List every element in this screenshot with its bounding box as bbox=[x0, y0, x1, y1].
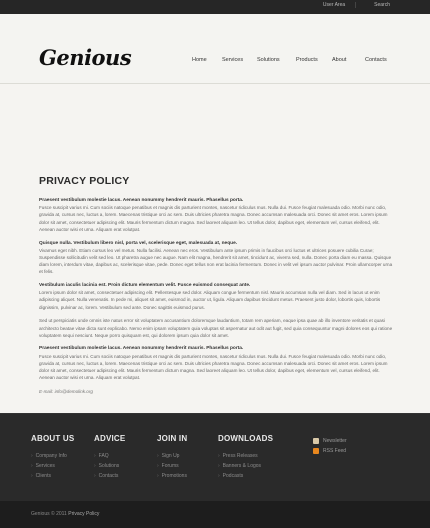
paragraph bbox=[39, 317, 393, 339]
footer-link[interactable]: › Company Info bbox=[31, 451, 74, 461]
footer-link[interactable]: › Forums bbox=[157, 461, 187, 471]
copyright bbox=[31, 511, 99, 517]
nav-item-products[interactable]: Products bbox=[296, 57, 318, 63]
privacy-policy-link[interactable]: Privacy Policy bbox=[68, 511, 100, 517]
footer-heading: DOWNLOADS bbox=[218, 434, 274, 443]
footer-link[interactable]: › Press Releases bbox=[218, 451, 273, 461]
footer-link[interactable]: › Promotions bbox=[157, 471, 187, 481]
nav-item-home[interactable]: Home bbox=[192, 57, 207, 63]
paragraph-heading: Praesent vestibulum molestie lacus. Aenean nonummy hendrerit mauris. Phasellus porta. bbox=[39, 198, 244, 203]
newsletter-link[interactable] bbox=[313, 436, 347, 446]
footer-column-advice bbox=[94, 434, 125, 481]
footer-link[interactable]: › Contacts bbox=[94, 471, 125, 481]
footer-social bbox=[313, 436, 347, 456]
nav-item-contacts[interactable]: Contacts bbox=[365, 57, 387, 63]
footer-link[interactable]: › Services bbox=[31, 461, 74, 471]
policy-text bbox=[39, 197, 393, 402]
email-link[interactable]: info@demolink.org bbox=[54, 388, 93, 394]
rss-icon bbox=[313, 448, 319, 454]
footer-link[interactable]: › Podcasts bbox=[218, 471, 273, 481]
footer-column-about bbox=[31, 434, 74, 481]
paragraph-heading: Vestibulum iaculis lacinia est. Proin dictum elementum velit. Fusce euismod consequat ante. bbox=[39, 283, 251, 289]
bottom-bar bbox=[0, 501, 430, 528]
paragraph-body: Fusce suscipit varius mi. Cum sociis natoque penatibus et magnis dis parturient montes, nascetur ridiculus mus. Nulla dui. Fusce feugiat malesuada odio. Morbi nunc odio, gravida at, cursus nec, luctus a, lorem. Maecenas tristique orci ac sem. Duis ultricies pharetra magna. Donec accumsan malesuada orci. Donec sit amet eros. Lorem ipsum dolor sit amet, consectetuer adipiscing elit. Mauris fermentum dictum magna. Sed laoreet aliquam leo. Ut tellus dolor, dapibus eget, elementum vel, cursus eleifend, elit. Aenean auctor wisi et urna. Aliquam erat volutpat. bbox=[39, 205, 388, 232]
header bbox=[0, 14, 430, 84]
paragraph-body: Lorem ipsum dolor sit amet, consectetuer adipiscing elit. Pellentesque sed dolor. Aliquam congue fermentum nisl. Mauris accumsan nulla vel diam. Sed in lacus ut enim adipiscing aliquet. Nulla venenatis. In pede mi, aliquet sit amet, euismod in, auctor ut, ligula. Aliquam dapibus tincidunt metus. Praesent justo dolor, lobortis quis, lobortis dignissim, pulvinar ac, lorem. Vestibulum sed ante. Donec sagittis euismod purus. bbox=[39, 290, 381, 310]
page-title: PRIVACY POLICY bbox=[39, 175, 130, 187]
paragraph bbox=[39, 240, 393, 276]
paragraph-heading: Quisque nulla. Vestibulum libero nisl, porta vel, scelerisque eget, malesuada at, neque. bbox=[39, 240, 238, 246]
copyright-text: Genious © 2011 bbox=[31, 511, 67, 517]
nav-item-about[interactable]: About bbox=[332, 57, 347, 63]
footer-heading: JOIN IN bbox=[157, 434, 188, 443]
paragraph-body: Vivamus eget nibh. Etiam cursus leo vel metus. Nulla facilisi. Aenean nec eros. Vestibulum ante ipsum primis in faucibus orci luctus et ultrices posuere cubilia Curae; Suspendisse sollicitudin velit sed leo. Ut pharetra augue nec augue. Nam elit magna, hendrerit sit amet, tincidunt ac, viverra sed, nulla. Donec porta diam eu massa. Quisque diam lorem, interdum vitae, dapibus ac, scelerisque vitae, pede. Donec eget tellus non erat lacinia fermentum. Donec in velit vel ipsum auctor pulvinar. Proin ullamcorper urna et felis. bbox=[39, 247, 393, 275]
footer-heading: ABOUT US bbox=[31, 434, 75, 443]
rss-label: RSS Feed bbox=[323, 448, 347, 454]
nav-item-services[interactable]: Services bbox=[222, 57, 244, 63]
footer-link[interactable]: › FAQ bbox=[94, 451, 125, 461]
newsletter-icon bbox=[313, 438, 319, 444]
paragraph-heading: Praesent vestibulum molestie lacus. Aenean nonummy hendrerit mauris. Phasellus porta. bbox=[39, 346, 244, 352]
footer-column-downloads bbox=[218, 434, 273, 481]
email-label: E-mail: bbox=[39, 388, 54, 394]
nav-item-solutions[interactable]: Solutions bbox=[257, 57, 280, 63]
footer bbox=[0, 413, 430, 501]
paragraph-body: Fusce suscipit varius mi. Cum sociis natoque penatibus et magnis dis parturient montes, nascetur ridiculus mus. Nulla dui. Fusce feugiat malesuada odio. Morbi nunc odio, gravida at, cursus nec, luctus a, lorem. Maecenas tristique orci ac sem. Duis ultricies pharetra magna. Donec accumsan malesuada orci. Donec sit amet eros. Lorem ipsum dolor sit amet, consectetuer adipiscing elit. Mauris fermentum dictum magna. Sed laoreet aliquam leo. Ut tellus dolor, dapibus eget, elementum vel, cursus eleifend, elit. Aenean auctor wisi et urna. Aliquam erat volutpat. bbox=[39, 353, 388, 381]
main-content bbox=[0, 84, 430, 413]
footer-link[interactable]: › Clients bbox=[31, 471, 74, 481]
paragraph bbox=[39, 345, 393, 381]
top-links bbox=[323, 2, 390, 8]
paragraph bbox=[39, 197, 393, 233]
newsletter-label: Newsletter bbox=[323, 438, 347, 444]
rss-link[interactable] bbox=[313, 446, 347, 456]
footer-link[interactable]: › Banners & Logos bbox=[218, 461, 273, 471]
footer-heading: ADVICE bbox=[94, 434, 126, 443]
email-line bbox=[39, 388, 393, 395]
search-link[interactable]: Search bbox=[374, 2, 390, 8]
footer-link[interactable]: › Sign Up bbox=[157, 451, 187, 461]
footer-column-join bbox=[157, 434, 187, 481]
top-bar bbox=[0, 0, 430, 14]
paragraph-body: Sed ut perspiciatis unde omnis iste natus error sit voluptatem accusantium doloremque laudantium, totam rem aperiam, eaque ipsa quae ab illo inventore veritatis et quasi architecto beatae vitae dicta sunt explicabo. Nemo enim ipsam voluptatem quia voluptas sit aspernatur aut odit aut fugit, sed quia consequuntur magni dolores eos qui ratione voluptatem sequi nesciunt. Neque porro quisquam est, qui dolorem ipsum quia dolor sit amet. bbox=[39, 318, 393, 338]
paragraph bbox=[39, 282, 393, 311]
footer-link[interactable]: › Solutions bbox=[94, 461, 125, 471]
site-logo[interactable]: Genious bbox=[39, 45, 132, 70]
user-area-link[interactable]: User Area bbox=[323, 2, 356, 8]
